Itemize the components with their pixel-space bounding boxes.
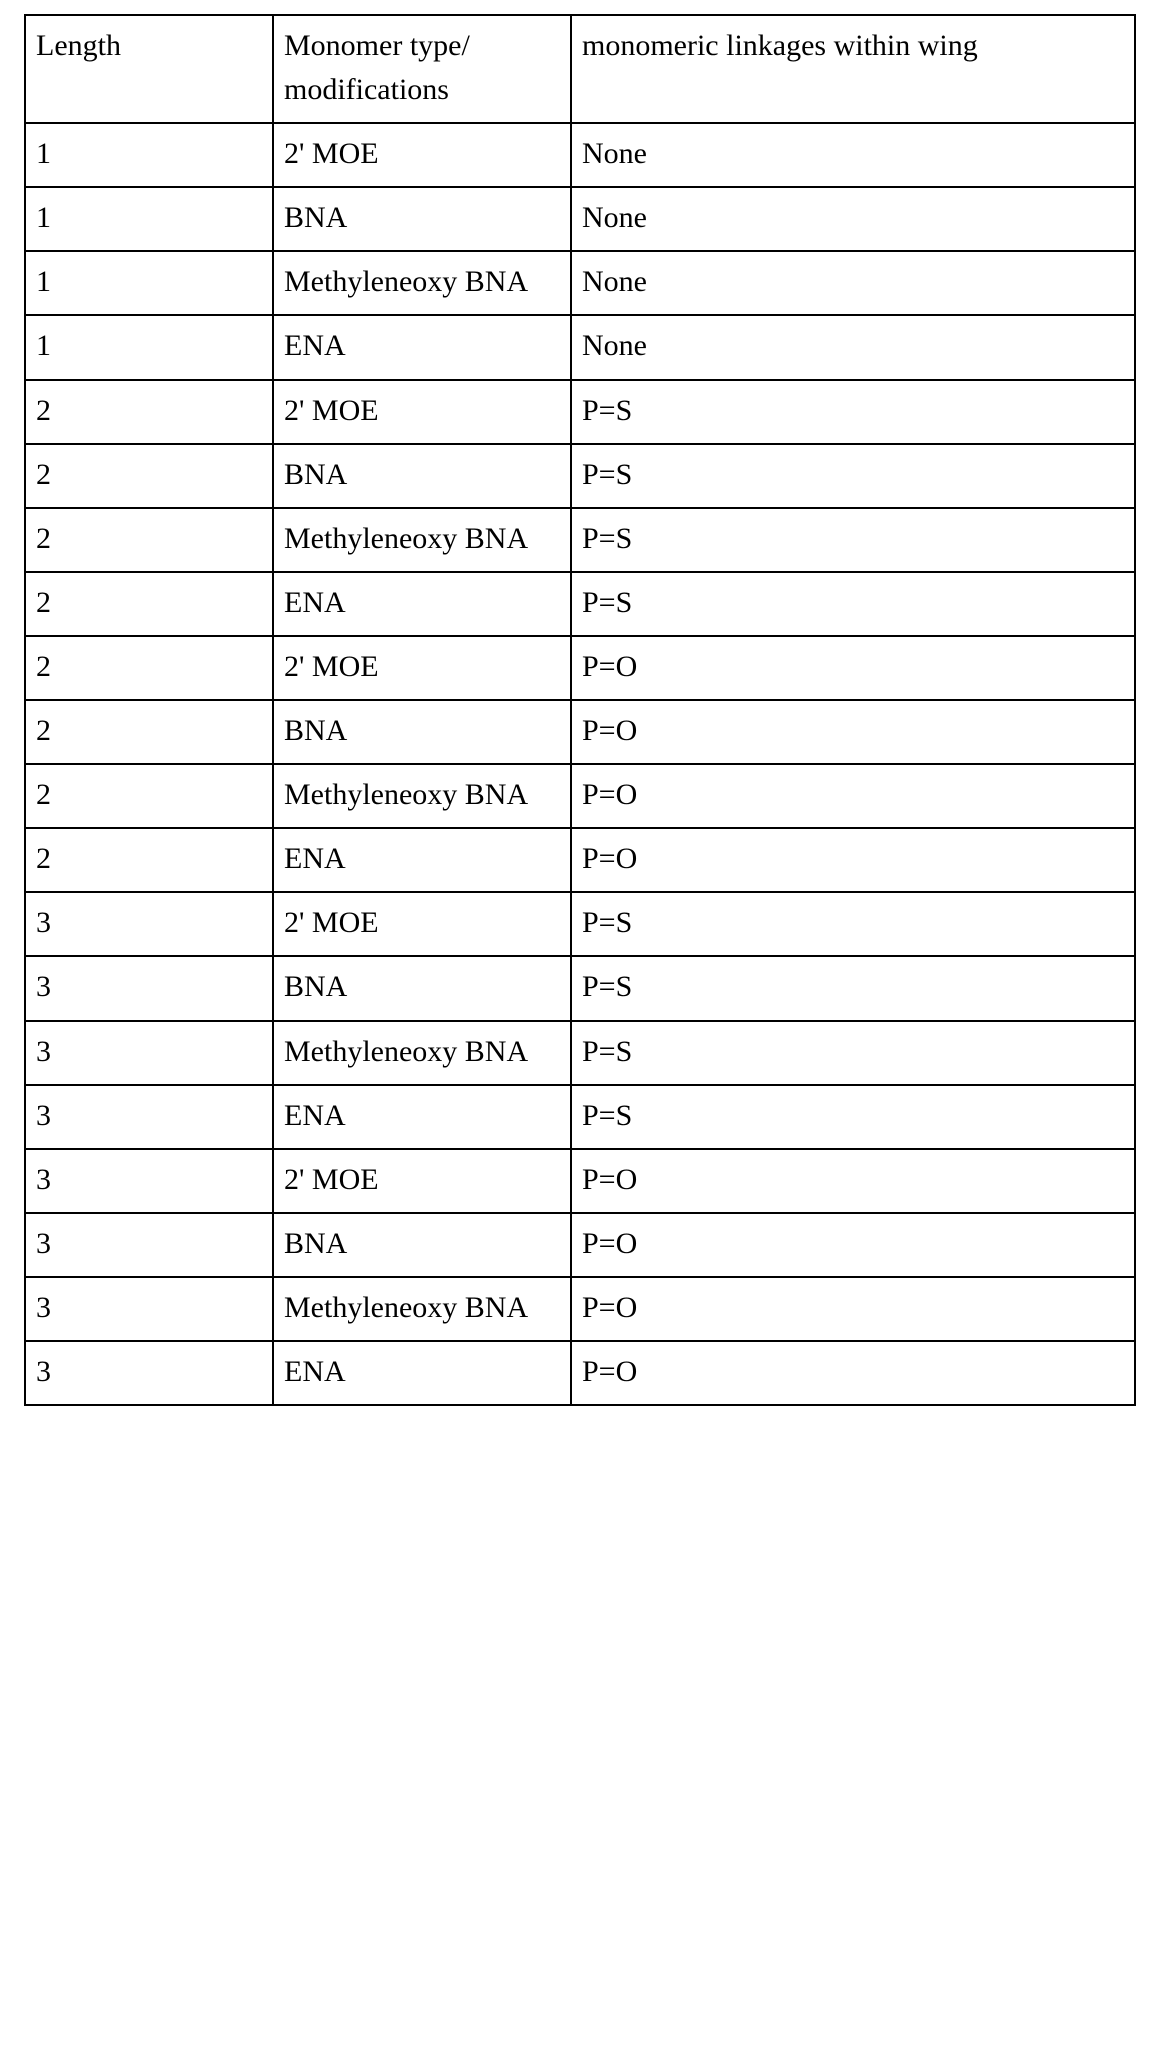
table-row [25,1021,1135,1085]
table-row [25,572,1135,636]
cell-length: 2 [25,444,273,508]
cell-monomeric-linkage: P=O [571,828,1135,892]
cell-length: 3 [25,892,273,956]
cell-monomer-type: 2' MOE [273,892,571,956]
column-header-monomeric-linkages-text: monomeric linkages within wing [582,29,978,62]
cell-monomeric-linkage: P=S [571,1021,1135,1085]
column-header-length: Length [25,15,273,123]
cell-monomeric-linkage: P=S [571,1085,1135,1149]
column-header-monomeric-linkages [571,15,1135,123]
cell-monomeric-linkage: None [571,315,1135,379]
table-row [25,251,1135,315]
table-row [25,892,1135,956]
cell-monomeric-linkage: P=O [571,636,1135,700]
cell-length: 3 [25,956,273,1020]
table-row [25,315,1135,379]
cell-length: 3 [25,1277,273,1341]
cell-length: 2 [25,572,273,636]
cell-length: 1 [25,251,273,315]
cell-monomer-type: ENA [273,828,571,892]
table-row [25,764,1135,828]
cell-monomer-type: BNA [273,700,571,764]
table-row [25,444,1135,508]
cell-monomer-type: BNA [273,1213,571,1277]
cell-monomer-type: ENA [273,572,571,636]
table-row [25,636,1135,700]
cell-length: 3 [25,1341,273,1405]
cell-monomeric-linkage: P=S [571,508,1135,572]
table-row [25,1341,1135,1405]
cell-length: 2 [25,508,273,572]
cell-length: 2 [25,828,273,892]
cell-monomeric-linkage: P=S [571,380,1135,444]
cell-monomer-type: 2' MOE [273,123,571,187]
cell-monomeric-linkage: P=O [571,700,1135,764]
cell-length: 1 [25,123,273,187]
cell-length: 2 [25,380,273,444]
cell-length: 3 [25,1021,273,1085]
table-body [25,123,1135,1405]
cell-monomer-type: BNA [273,187,571,251]
table-row [25,380,1135,444]
cell-monomer-type: Methyleneoxy BNA [273,1277,571,1341]
cell-monomeric-linkage: P=S [571,956,1135,1020]
cell-length: 3 [25,1213,273,1277]
table-row [25,828,1135,892]
cell-monomeric-linkage: P=O [571,764,1135,828]
table-row [25,1085,1135,1149]
cell-monomer-type: ENA [273,1085,571,1149]
table-row [25,1213,1135,1277]
table-row [25,187,1135,251]
cell-monomeric-linkage: P=O [571,1213,1135,1277]
cell-monomer-type: Methyleneoxy BNA [273,764,571,828]
table-row [25,1277,1135,1341]
cell-monomer-type: 2' MOE [273,1149,571,1213]
cell-length: 1 [25,187,273,251]
cell-monomer-type: BNA [273,956,571,1020]
column-header-monomer-type: Monomer type/ modifications [273,15,571,123]
cell-monomeric-linkage: P=S [571,444,1135,508]
table-row [25,1149,1135,1213]
oligonucleotide-wing-table [24,14,1136,1406]
cell-monomer-type: 2' MOE [273,636,571,700]
cell-monomeric-linkage: None [571,187,1135,251]
cell-monomer-type: Methyleneoxy BNA [273,508,571,572]
cell-length: 3 [25,1085,273,1149]
table-row [25,700,1135,764]
cell-monomeric-linkage: None [571,123,1135,187]
cell-monomer-type: Methyleneoxy BNA [273,251,571,315]
cell-monomer-type: BNA [273,444,571,508]
cell-monomer-type: ENA [273,315,571,379]
table-row [25,508,1135,572]
table-row [25,956,1135,1020]
cell-monomeric-linkage: P=O [571,1341,1135,1405]
cell-monomeric-linkage: P=S [571,892,1135,956]
cell-length: 1 [25,315,273,379]
cell-monomeric-linkage: None [571,251,1135,315]
cell-length: 2 [25,764,273,828]
cell-length: 3 [25,1149,273,1213]
table-row [25,123,1135,187]
cell-monomer-type: ENA [273,1341,571,1405]
cell-monomeric-linkage: P=O [571,1277,1135,1341]
table-header-row [25,15,1135,123]
cell-monomeric-linkage: P=O [571,1149,1135,1213]
cell-length: 2 [25,700,273,764]
cell-monomer-type: Methyleneoxy BNA [273,1021,571,1085]
cell-length: 2 [25,636,273,700]
cell-monomeric-linkage: P=S [571,572,1135,636]
cell-monomer-type: 2' MOE [273,380,571,444]
